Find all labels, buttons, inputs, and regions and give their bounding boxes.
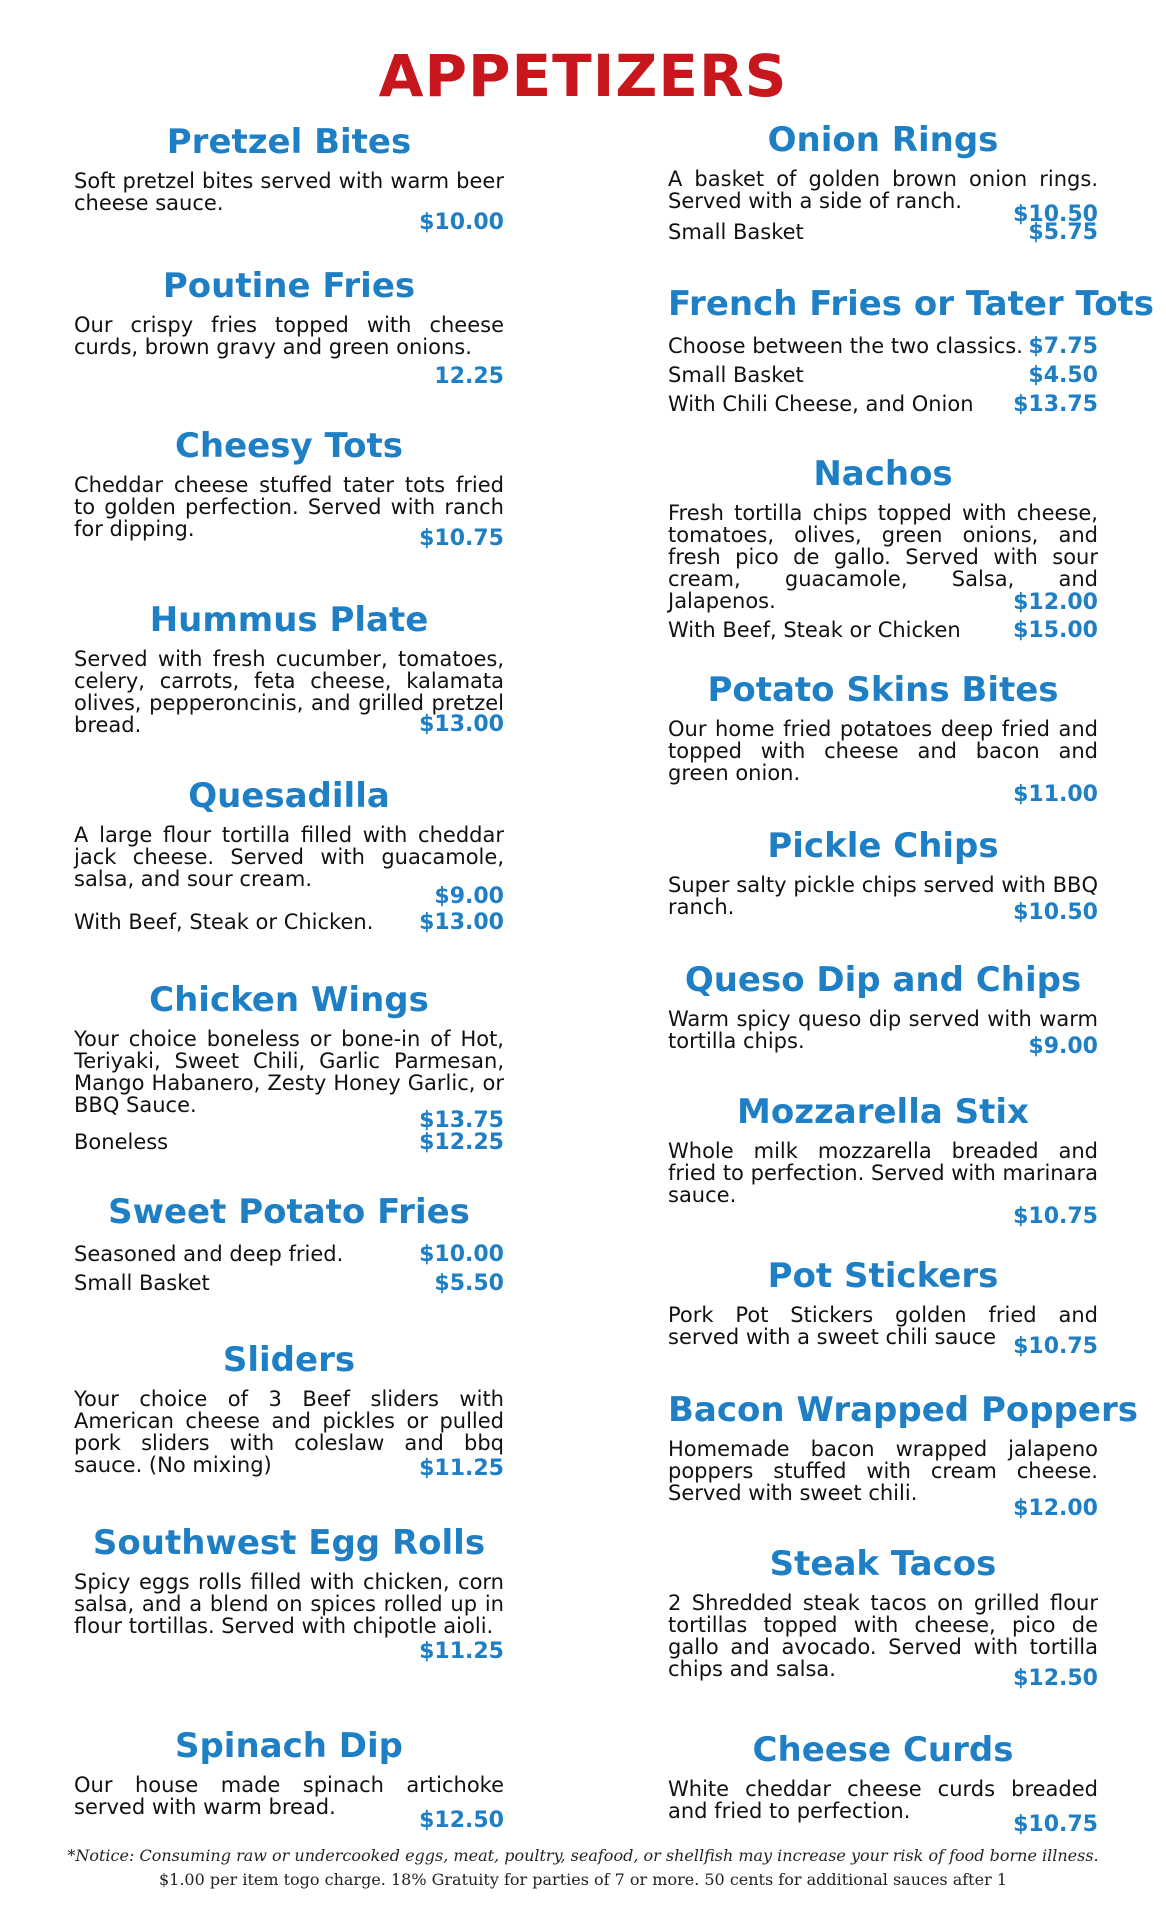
item-title: Poutine Fries <box>162 266 416 306</box>
item-price: $9.00 <box>434 884 504 909</box>
item-description: Your choice of 3 Beef sliders with American cheese and pickles or pulled pork sliders with coleslaw and bbq sauce. (No mixing) <box>74 1387 504 1477</box>
menu-item-spinach-dip <box>74 1726 504 1833</box>
item-title: Nachos <box>813 454 953 494</box>
item-title: Spinach Dip <box>174 1726 404 1766</box>
item-price: $13.75 <box>419 1108 504 1133</box>
option-label: With Chili Cheese, and Onion <box>668 392 974 416</box>
menu-item-quesadilla <box>74 776 504 937</box>
item-description: Spicy eggs rolls filled with chicken, corn salsa, and a blend on spices rolled up in flour tortillas. Served with chipotle aioli. <box>74 1570 504 1638</box>
option-label: With Beef, Steak or Chicken <box>668 618 961 642</box>
item-price: $11.25 <box>419 1456 504 1481</box>
option-row <box>668 361 1098 390</box>
item-title: Sweet Potato Fries <box>108 1192 470 1232</box>
menu-item-queso-dip-and-chips <box>668 960 1098 1059</box>
item-title: Cheesy Tots <box>174 426 404 466</box>
item-title: Quesadilla <box>188 776 390 816</box>
item-description: Your choice boneless or bone-in of Hot, Teriyaki, Sweet Chili, Garlic Parmesan, Mango Habanero, Zesty Honey Garlic, or BBQ Sauce. <box>74 1027 504 1117</box>
item-price: $10.50 <box>1013 900 1098 925</box>
menu-item-onion-rings <box>668 120 1098 247</box>
item-description: Whole milk mozzarella breaded and fried to perfection. Served with marinara sauce. <box>668 1139 1098 1207</box>
item-price: $12.00 <box>1013 1496 1098 1521</box>
option-price: $15.00 <box>1013 618 1098 643</box>
menu-item-mozzarella-stix <box>668 1092 1098 1229</box>
menu-item-sweet-potato-fries <box>74 1192 504 1298</box>
item-price: $12.00 <box>1013 590 1098 615</box>
option-label: Small Basket <box>74 1271 210 1295</box>
item-price: $11.00 <box>1013 782 1098 807</box>
menu-item-potato-skins-bites <box>668 670 1098 807</box>
option-price: $4.50 <box>1028 363 1098 388</box>
option-row <box>668 390 1098 419</box>
item-title: Sliders <box>222 1340 356 1380</box>
item-price: $12.50 <box>419 1808 504 1833</box>
item-description: Our crispy fries topped with cheese curds, brown gravy and green onions. <box>74 313 504 359</box>
togo-charge-note: $1.00 per item togo charge. 18% Gratuity for parties of 7 or more. 50 cents for additional sauces after 1 <box>158 1870 1007 1889</box>
menu-item-nachos <box>668 454 1098 645</box>
option-row <box>74 1269 504 1298</box>
option-price: $5.50 <box>434 1271 504 1296</box>
item-description: A large flour tortilla filled with cheddar jack cheese. Served with guacamole, salsa, and sour cream. <box>74 823 504 891</box>
option-label: With Beef, Steak or Chicken. <box>74 910 374 934</box>
item-title: Bacon Wrapped Poppers <box>668 1390 1138 1430</box>
option-label: Small Basket <box>668 220 804 244</box>
item-description: 2 Shredded steak tacos on grilled flour tortillas topped with cheese, pico de gallo and avocado. Served with tortilla chips and salsa. <box>668 1591 1098 1681</box>
item-description: Our house made spinach artichoke served with warm bread. <box>74 1773 504 1819</box>
option-label: Boneless <box>74 1130 169 1154</box>
item-title: Pot Stickers <box>767 1256 999 1296</box>
menu-item-bacon-wrapped-poppers <box>668 1390 1138 1521</box>
option-price: $13.00 <box>419 910 504 935</box>
food-safety-notice: *Notice: Consuming raw or undercooked eggs, meat, poultry, seafood, or shellfish may increase your risk of food borne illness. <box>67 1846 1099 1865</box>
item-description: Our home fried potatoes deep fried and topped with cheese and bacon and green onion. <box>668 717 1098 785</box>
item-price: $10.00 <box>419 210 504 235</box>
item-price: $10.75 <box>1013 1204 1098 1229</box>
menu-item-steak-tacos <box>668 1544 1098 1691</box>
page-title: APPETIZERS <box>378 42 788 110</box>
menu-item-pickle-chips <box>668 826 1098 925</box>
item-price: $13.00 <box>419 712 504 737</box>
item-title: Pretzel Bites <box>166 122 412 162</box>
item-title: French Fries or Tater Tots <box>668 284 1155 324</box>
item-price: $10.75 <box>419 526 504 551</box>
item-description: Fresh tortilla chips topped with cheese, tomatoes, olives, green onions, and fresh pico de gallo. Served with sour cream, guacamole, Salsa, and Jalapenos. <box>668 501 1098 613</box>
menu-item-sliders <box>74 1340 504 1481</box>
item-price: $11.25 <box>419 1639 504 1664</box>
item-title: Chicken Wings <box>149 980 429 1020</box>
item-description: Homemade bacon wrapped jalapeno poppers stuffed with cream cheese. Served with sweet chili. <box>668 1437 1098 1505</box>
item-price: $9.00 <box>1028 1034 1098 1059</box>
menu-item-pot-stickers <box>668 1256 1098 1359</box>
item-title: Potato Skins Bites <box>707 670 1059 710</box>
item-title: Hummus Plate <box>149 600 429 640</box>
item-description: White cheddar cheese curds breaded and fried to perfection. <box>668 1777 1098 1823</box>
item-description: Warm spicy queso dip served with warm tortilla chips. <box>668 1007 1098 1053</box>
item-price: $10.75 <box>1013 1334 1098 1359</box>
item-description: Soft pretzel bites served with warm beer cheese sauce. <box>74 169 504 215</box>
menu-item-pretzel-bites <box>74 122 504 235</box>
option-row <box>74 1240 504 1269</box>
menu-item-chicken-wings <box>74 980 504 1157</box>
option-price: $10.00 <box>419 1242 504 1267</box>
item-title: Southwest Egg Rolls <box>92 1523 486 1563</box>
option-price: $12.25 <box>419 1130 504 1155</box>
item-price: 12.25 <box>434 364 504 389</box>
item-price: $12.50 <box>1013 1666 1098 1691</box>
item-price: $10.50 <box>1013 202 1098 227</box>
item-description: A basket of golden brown onion rings. Served with a side of ranch. <box>668 167 1098 213</box>
option-row <box>74 908 504 937</box>
item-title: Queso Dip and Chips <box>684 960 1082 1000</box>
menu-item-cheese-curds <box>668 1730 1098 1837</box>
menu-item-french-fries-or-tater-tots <box>668 284 1155 419</box>
item-title: Onion Rings <box>767 120 999 160</box>
item-title: Mozzarella Stix <box>737 1092 1029 1132</box>
option-price: $5.75 <box>1028 220 1098 245</box>
menu-item-poutine-fries <box>74 266 504 389</box>
item-title: Cheese Curds <box>752 1730 1014 1770</box>
item-description: Pork Pot Stickers golden fried and served with a sweet chili sauce <box>668 1303 1098 1349</box>
item-title: Pickle Chips <box>767 826 999 866</box>
item-description: Super salty pickle chips served with BBQ ranch. <box>668 873 1098 919</box>
item-title: Steak Tacos <box>769 1544 997 1584</box>
item-description: Served with fresh cucumber, tomatoes, celery, carrots, feta cheese, kalamata olives, pepperoncinis, and grilled pretzel bread. <box>74 647 504 737</box>
option-label: Choose between the two classics. <box>668 334 1023 358</box>
option-label: Small Basket <box>668 363 804 387</box>
option-price: $13.75 <box>1013 392 1098 417</box>
option-price: $7.75 <box>1028 334 1098 359</box>
menu-item-hummus-plate <box>74 600 504 736</box>
option-row <box>668 616 1098 645</box>
option-row <box>668 332 1098 361</box>
menu-item-southwest-egg-rolls <box>74 1523 504 1664</box>
item-description: Cheddar cheese stuffed tater tots fried to golden perfection. Served with ranch for dipping. <box>74 473 504 541</box>
item-price: $10.75 <box>1013 1812 1098 1837</box>
option-label: Seasoned and deep fried. <box>74 1242 344 1266</box>
menu-item-cheesy-tots <box>74 426 504 551</box>
